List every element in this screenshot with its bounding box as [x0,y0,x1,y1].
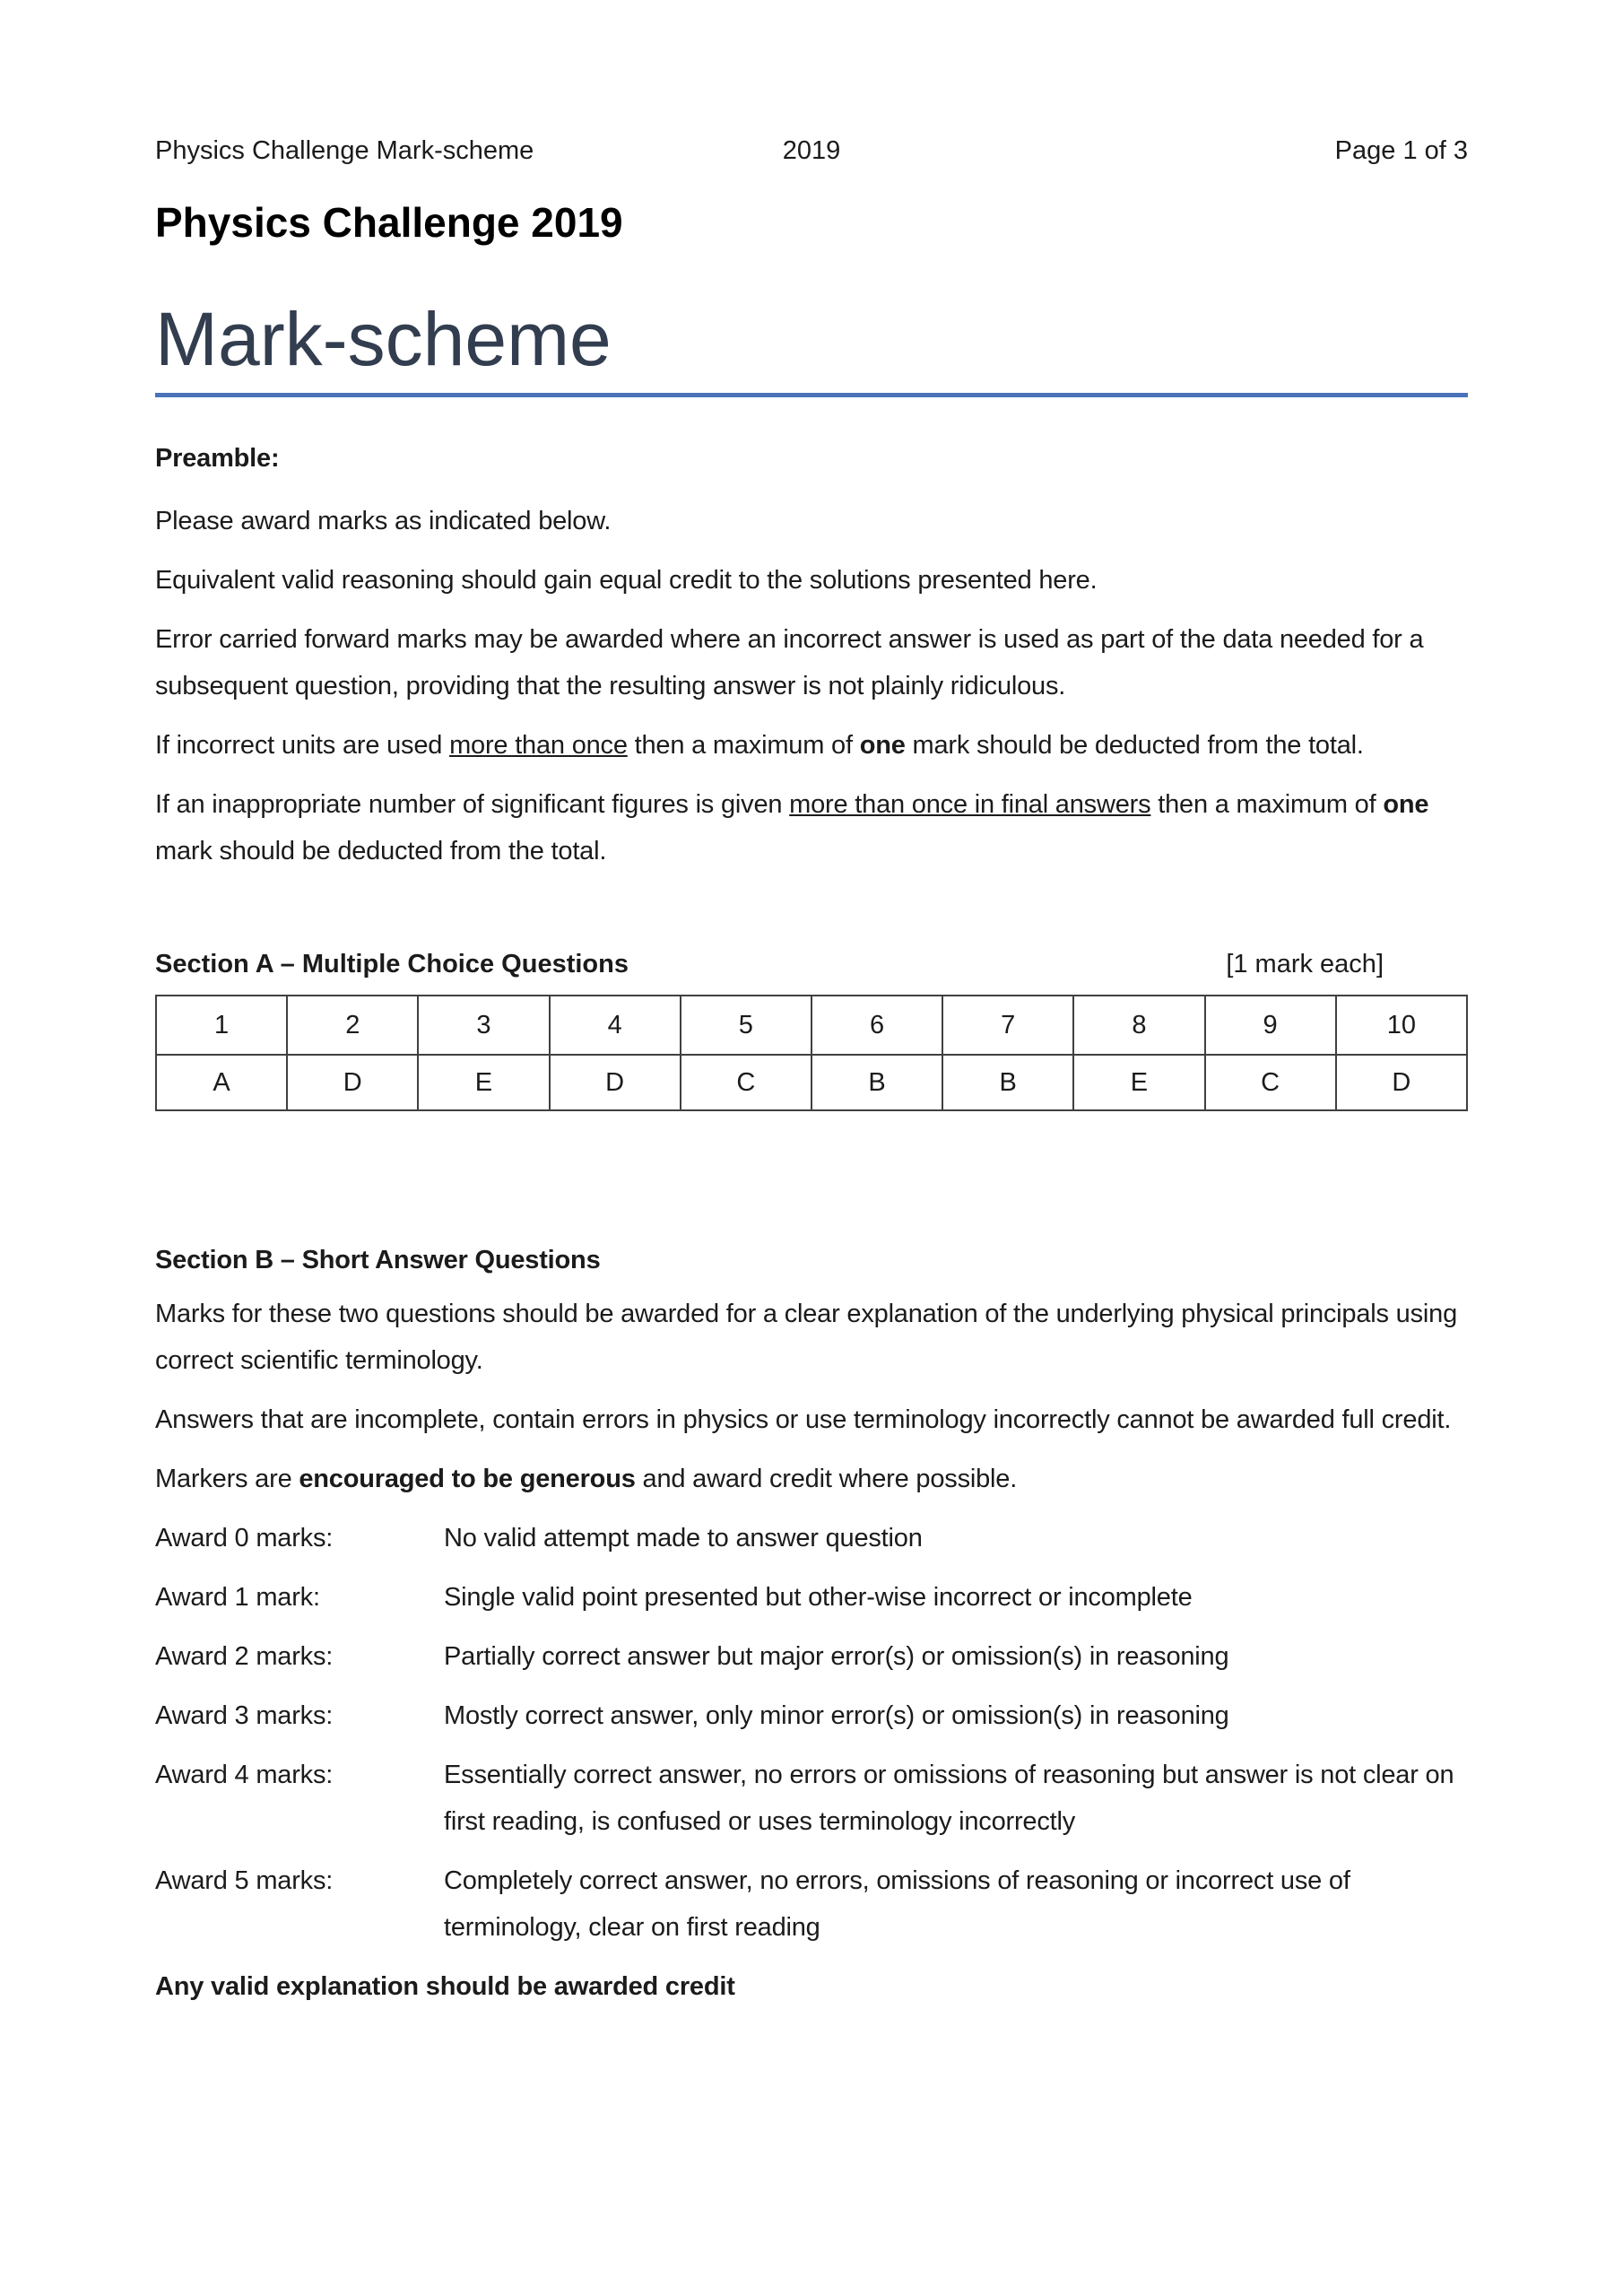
question-number-cell: 9 [1205,996,1336,1055]
award-row [155,1574,1468,1621]
answer-row [156,1055,1467,1110]
footer-note: Any valid explanation should be awarded credit [155,1972,735,2001]
section-b-paragraph [155,1396,1468,1443]
award-row [155,1752,1468,1845]
text-run: If incorrect units are used [155,731,450,760]
preamble-paragraph [155,557,1468,604]
answer-cell: E [1073,1055,1204,1110]
award-row [155,1633,1468,1680]
award-row [155,1692,1468,1739]
section-b-heading: Section B – Short Answer Questions [155,1246,601,1274]
preamble-paragraph [155,722,1468,769]
award-description: Partially correct answer but major error(s) or omission(s) in reasoning [444,1642,1229,1671]
award-label: Award 0 marks: [155,1524,334,1552]
text-run: Marks for these two questions should be awarded for a clear explanation of the underlying physical principals using correct scientific terminology. [155,1300,1458,1375]
answer-cell: C [1205,1055,1336,1110]
text-run: If an inappropriate number of significant figures is given [155,790,790,819]
award-description: Mostly correct answer, only minor error(s) or omission(s) in reasoning [444,1701,1229,1730]
preamble-paragraph [155,616,1468,709]
doc-heading: Physics Challenge 2019 [155,199,623,246]
award-row [155,1857,1468,1951]
answer-cell: B [942,1055,1073,1110]
question-number-cell: 1 [156,996,287,1055]
preamble-paragraph [155,781,1468,874]
award-label: Award 5 marks: [155,1866,334,1895]
text-run: mark should be deducted from the total. [905,731,1364,760]
text-run: then a maximum of [627,731,860,760]
answer-cell: A [156,1055,287,1110]
section-b-paragraph [155,1456,1468,1502]
award-label: Award 1 mark: [155,1583,320,1612]
answer-cell: D [287,1055,418,1110]
page-header [155,127,1468,174]
answer-cell: D [1336,1055,1467,1110]
award-row [155,1515,1468,1561]
text-run: Answers that are incomplete, contain errors in physics or use terminology incorrectly cannot be awarded full credit. [155,1405,1452,1434]
text-run: then a maximum of [1150,790,1384,819]
award-label: Award 2 marks: [155,1642,334,1671]
question-number-cell: 10 [1336,996,1467,1055]
question-number-cell: 3 [418,996,549,1055]
question-number-cell: 4 [550,996,681,1055]
answer-cell: D [550,1055,681,1110]
question-number-cell: 6 [812,996,942,1055]
answers-table [155,995,1468,1111]
award-description: Single valid point presented but other-wise incorrect or incomplete [444,1583,1193,1612]
section-a-heading: Section A – Multiple Choice Questions [155,950,629,978]
text-run: mark should be deducted from the total. [155,837,607,865]
text-run: encouraged to be generous [299,1465,636,1493]
answer-cell: C [681,1055,812,1110]
answer-cell: E [418,1055,549,1110]
text-run: one [1383,790,1429,819]
text-run: more than once [449,731,628,760]
text-run: more than once in final answers [789,790,1151,819]
doc-title: Mark-scheme [155,298,1468,397]
text-run: Error carried forward marks may be awarded where an incorrect answer is used as part of the data needed for a subsequent question, providing that the resulting answer is not plainly ridiculous. [155,625,1424,700]
award-description: No valid attempt made to answer question [444,1524,923,1552]
award-label: Award 3 marks: [155,1701,334,1730]
award-description: Essentially correct answer, no errors or omissions of reasoning but answer is not clear on first reading, is confused or uses terminology incorrectly [444,1761,1454,1836]
section-a-heading-row [155,941,1468,987]
award-description: Completely correct answer, no errors, omissions of reasoning or incorrect use of terminology, clear on first reading [444,1866,1350,1942]
question-number-cell: 8 [1073,996,1204,1055]
question-number-cell: 5 [681,996,812,1055]
preamble-label: Preamble: [155,444,280,473]
text-run: one [859,731,906,760]
section-b-paragraph [155,1291,1468,1384]
answer-cell: B [812,1055,942,1110]
header-year: 2019 [782,136,841,165]
text-run: Please award marks as indicated below. [155,507,612,535]
question-number-cell: 7 [942,996,1073,1055]
question-number-row [156,996,1467,1055]
section-a-mark-note: [1 mark each] [1226,950,1384,978]
header-document-title: Physics Challenge Mark-scheme [155,136,534,165]
text-run: Markers are [155,1465,299,1493]
award-label: Award 4 marks: [155,1761,334,1789]
text-run: Equivalent valid reasoning should gain equal credit to the solutions presented here. [155,566,1098,595]
text-run: and award credit where possible. [635,1465,1018,1493]
question-number-cell: 2 [287,996,418,1055]
header-page-number: Page 1 of 3 [1334,136,1468,165]
preamble-paragraph [155,498,1468,544]
